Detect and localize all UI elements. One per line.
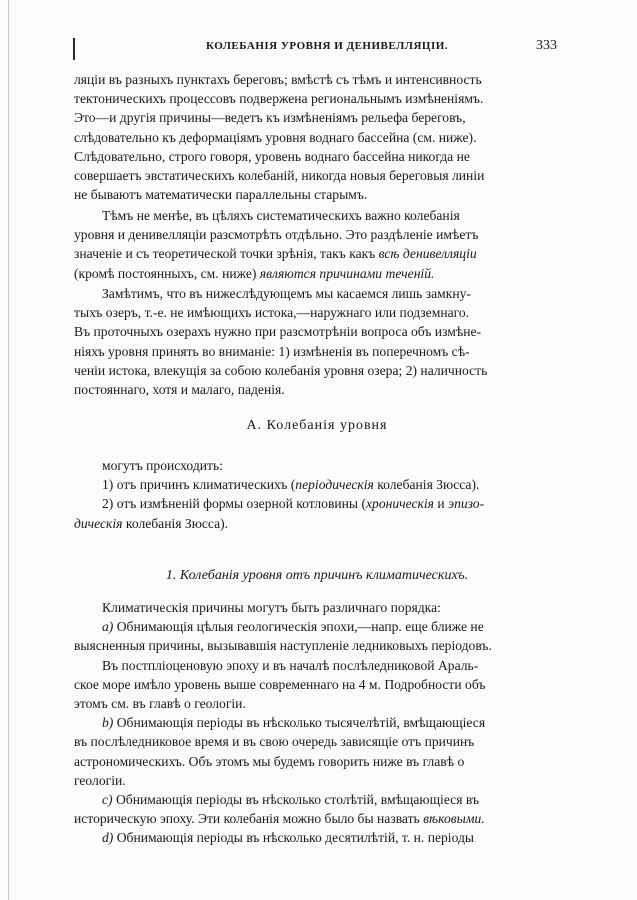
text-line: Въ постпліоценовую эпоху и въ началѣ послѣледниковой Араль- <box>102 657 479 673</box>
text-run: (кромѣ постоянныхъ, см. ниже) <box>74 265 260 281</box>
text-line: Климатическія причины могутъ быть различнаго порядка: <box>102 600 441 615</box>
emphasis-text: являются причинами теченій. <box>259 265 435 281</box>
text-line: ляціи въ разныхъ пунктахъ береговъ; вмѣстѣ съ тѣмъ и интенсивность <box>74 72 482 87</box>
text-line: могутъ происходить: <box>102 458 223 473</box>
text-line: тыхъ озеръ, т.-е. не имѣющихъ истока,—наружнаго или подземнаго. <box>74 305 470 321</box>
text-line <box>74 514 560 533</box>
text-line: выясненныя причины, вызывавшія наступленіе ледниковыхъ періодовъ. <box>74 638 492 654</box>
text-line: въ послѣледниковое время и въ свою очередь зависящіе отъ причинъ <box>74 734 475 750</box>
paragraph-2 <box>74 206 560 283</box>
text-run: 1) отъ причинъ климатическихъ ( <box>102 477 296 493</box>
text-line: тектоническихъ процессовъ подвержена региональнымъ измѣненіямъ. <box>74 91 484 107</box>
running-title: КОЛЕБАНІЯ УРОВНЯ И ДЕНИВЕЛЛЯЦІИ. <box>206 40 449 52</box>
text-run: Обнимающія періоды въ нѣсколько десятилѣтій, т. н. періоды <box>113 830 475 846</box>
text-line: астрономическихъ. Объ этомъ мы будемъ говорить ниже въ главѣ о <box>74 753 465 769</box>
text-run: колебанія Зюсса). <box>373 477 480 493</box>
item-label: a) <box>102 619 114 635</box>
item-label: c) <box>102 792 113 808</box>
margin-scan-mark <box>73 38 75 60</box>
text-run: Обнимающія цѣлыя геологическія эпохи,—напр. еще ближе не <box>113 619 484 635</box>
page-number: 333 <box>536 38 557 53</box>
text-run: значеніе и съ теоретической точки зрѣнія, такъ какъ <box>74 246 379 262</box>
section-a-body <box>74 456 560 533</box>
text-run: историческую эпоху. Эти колебанія можно было бы назвать <box>74 811 424 827</box>
text-line: Тѣмъ не менѣе, въ цѣляхъ систематическихъ важно колебанія <box>102 208 460 223</box>
text-line: ское море имѣло уровень выше современнаго на 4 м. Подробности объ <box>74 676 486 692</box>
emphasis-text: всѣ денивелляціи <box>378 246 477 262</box>
text-run: и <box>434 496 449 512</box>
paragraph-1 <box>74 70 560 204</box>
emphasis-text: вѣковыми. <box>423 811 485 827</box>
list-item <box>74 713 560 732</box>
emphasis-text: дическія <box>74 515 123 531</box>
emphasis-text: эпизо- <box>448 496 485 512</box>
text-line: ченіи истока, влекущія за собою колебанія уровня озера; 2) наличность <box>74 362 488 378</box>
text-line: этомъ см. въ главѣ о геологіи. <box>74 696 246 712</box>
list-item <box>74 617 560 636</box>
text-line: слѣдовательно къ деформаціямъ уровня воднаго бассейна (см. ниже). <box>74 129 477 145</box>
text-line: Слѣдовательно, строго говоря, уровень воднаго бассейна никогда не <box>74 148 470 164</box>
text-line: Замѣтимъ, что въ нижеслѣдующемъ мы касаемся лишь замкну- <box>102 286 471 301</box>
text-run: Обнимающія періоды въ нѣсколько тысячелѣтій, вмѣщающіеся <box>113 715 486 731</box>
text-line: уровня и денивелляціи разсмотрѣть отдѣльно. Это раздѣленіе имѣетъ <box>74 227 479 243</box>
list-item <box>74 494 560 513</box>
section-a-heading: A. Колебанія уровня <box>246 418 388 433</box>
text-line <box>74 809 560 828</box>
text-line: ніяхъ уровня принять во вниманіе: 1) измѣненія въ поперечномъ сѣ- <box>74 343 470 359</box>
emphasis-text: періодическія <box>295 477 374 493</box>
text-run: 2) отъ измѣненій формы озерной котловины ( <box>102 496 366 512</box>
text-line: геологіи. <box>74 772 126 788</box>
item-label: d) <box>102 830 114 846</box>
binding-edge-line <box>8 0 9 900</box>
text-run: колебанія Зюсса). <box>122 515 229 531</box>
text-line: не бываютъ математически параллельны старымъ. <box>74 187 368 203</box>
subsection-1-heading: 1. Колебанія уровня отъ причинъ климатическихъ. <box>165 568 469 583</box>
emphasis-text: хроническія <box>366 496 434 512</box>
text-line <box>74 264 560 283</box>
text-line: постояннаго, хотя и малаго, паденія. <box>74 382 285 398</box>
list-item <box>74 790 560 809</box>
text-line: Въ проточныхъ озерахъ нужно при разсмотрѣніи вопроса объ измѣне- <box>74 324 482 340</box>
item-label: b) <box>102 715 114 731</box>
running-header <box>96 40 557 56</box>
text-run: Обнимающія періоды въ нѣсколько столѣтій, вмѣщающіеся въ <box>112 792 479 808</box>
text-line <box>74 244 560 263</box>
subsection-1-body <box>74 598 560 848</box>
text-line: совершаетъ эвстатическихъ колебаній, никогда новыя береговыя линіи <box>74 168 485 184</box>
list-item <box>74 475 560 494</box>
list-item <box>74 828 560 847</box>
paragraph-3 <box>74 284 560 399</box>
text-line: Это—и другія причины—ведетъ къ измѣненіямъ рельефа береговъ, <box>74 110 466 126</box>
